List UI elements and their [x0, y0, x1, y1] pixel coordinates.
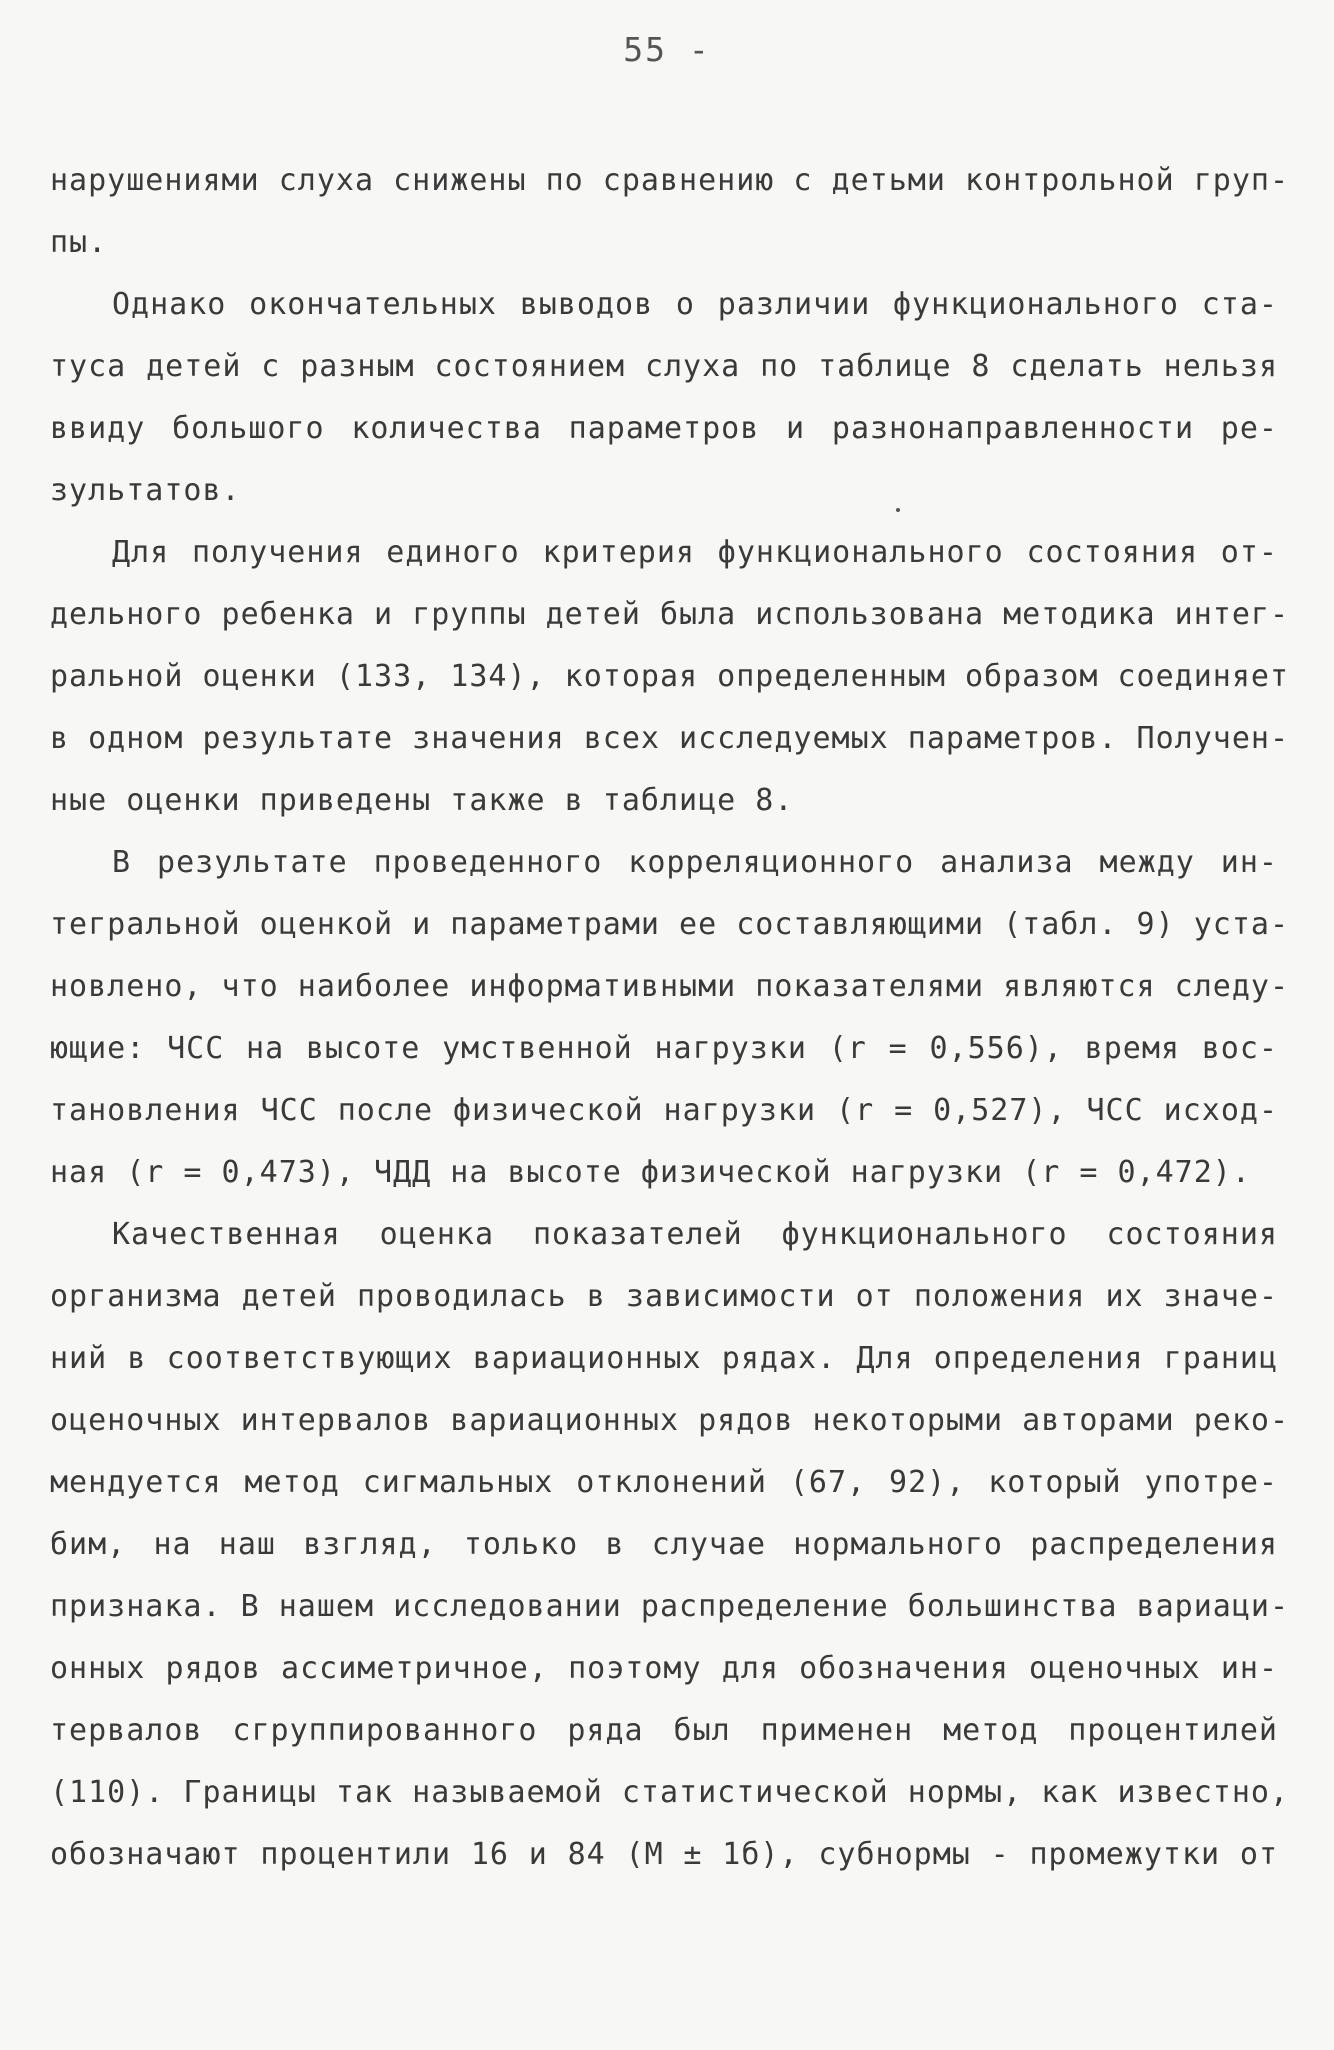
- text-line: нарушениями слуха снижены по сравнению с детьми контрольной груп-: [50, 163, 1289, 198]
- body-text: [50, 150, 1289, 1886]
- text-line: тегральной оценкой и параметрами ее составляющими (табл. 9) уста-: [50, 907, 1289, 942]
- text-line: ные оценки приведены также в таблице 8.: [50, 783, 794, 818]
- text-line: обозначают процентили 16 и 84 (M ± 1б), субнормы - промежутки от: [50, 1837, 1278, 1872]
- paragraph: [50, 150, 1289, 274]
- paragraph: [50, 1204, 1289, 1886]
- text-line: ная (r = 0,473), ЧДД на высоте физической нагрузки (r = 0,472).: [50, 1155, 1251, 1190]
- text-line: организма детей проводилась в зависимости от положения их значе-: [50, 1279, 1278, 1314]
- text-line: Качественная оценка показателей функционального состояния: [112, 1217, 1278, 1252]
- text-line: пы.: [50, 225, 108, 260]
- text-line: мендуется метод сигмальных отклонений (67, 92), который употре-: [50, 1465, 1278, 1500]
- text-line: В результате проведенного корреляционного анализа между ин-: [112, 845, 1278, 880]
- text-line: тановления ЧСС после физической нагрузки (r = 0,527), ЧСС исход-: [50, 1093, 1278, 1128]
- paragraph: [50, 832, 1289, 1204]
- page-number: 55 -: [623, 30, 711, 69]
- text-line: новлено, что наиболее информативными показателями являются следу-: [50, 969, 1289, 1004]
- text-line: (110). Границы так называемой статистической нормы, как известно,: [50, 1775, 1289, 1810]
- text-line: тервалов сгруппированного ряда был применен метод процентилей: [50, 1713, 1278, 1748]
- paragraph: [50, 522, 1289, 832]
- text-line: ввиду большого количества параметров и разнонаправленности ре-: [50, 411, 1278, 446]
- text-line: онных рядов ассиметричное, поэтому для обозначения оценочных ин-: [50, 1651, 1278, 1686]
- text-line: ральной оценки (133, 134), которая определенным образом соединяет: [50, 659, 1289, 694]
- text-line: в одном результате значения всех исследуемых параметров. Получен-: [50, 721, 1289, 756]
- text-line: Для получения единого критерия функционального состояния от-: [112, 535, 1278, 570]
- paragraph: [50, 274, 1278, 522]
- text-line: ний в соответствующих вариационных рядах. Для определения границ: [50, 1341, 1278, 1376]
- text-line: туса детей с разным состоянием слуха по таблице 8 сделать нельзя: [50, 349, 1278, 384]
- text-line: бим, на наш взгляд, только в случае нормального распределения: [50, 1527, 1278, 1562]
- text-line: Однако окончательных выводов о различии функционального ста-: [112, 287, 1278, 322]
- text-line: дельного ребенка и группы детей была использована методика интег-: [50, 597, 1289, 632]
- text-line: оценочных интервалов вариационных рядов некоторыми авторами реко-: [50, 1403, 1289, 1438]
- text-line: признака. В нашем исследовании распределение большинства вариаци-: [50, 1589, 1289, 1624]
- text-line: зультатов.: [50, 473, 241, 508]
- text-line: ющие: ЧСС на высоте умственной нагрузки (r = 0,556), время вос-: [50, 1031, 1278, 1066]
